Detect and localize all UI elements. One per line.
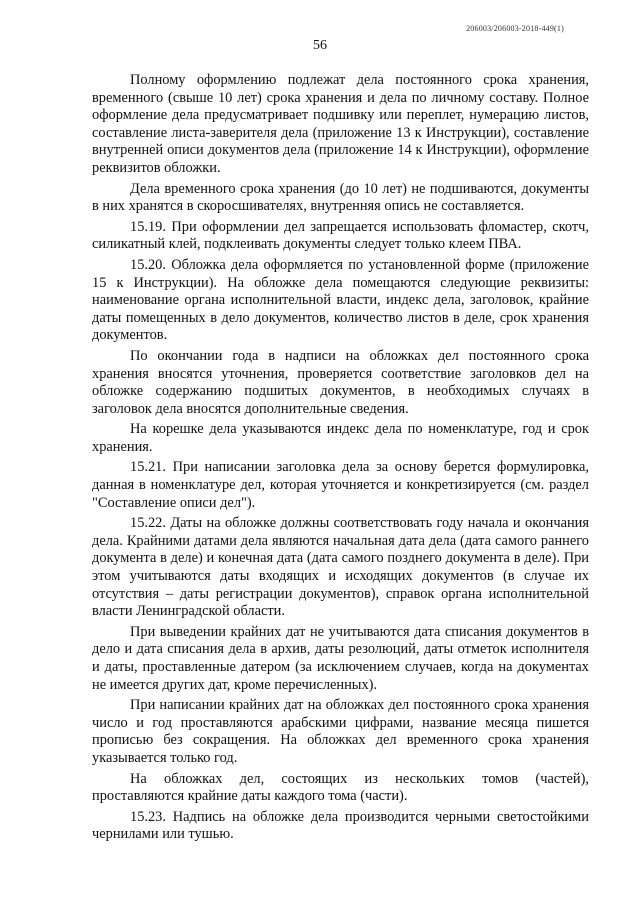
paragraph-multi-volume: На обложках дел, состоящих из нескольких томов (частей), проставляются крайние даты каждого тома (части). xyxy=(92,770,589,805)
page-number: 56 xyxy=(313,38,327,53)
paragraph-spine: На корешке дела указываются индекс дела по номенклатуре, год и срок хранения. xyxy=(92,421,589,455)
document-id: 206003/206003-2018-449(1) xyxy=(466,24,564,33)
paragraph-15-21: 15.21. При написании заголовка дела за основу берется формулировка, данная в номенклатуре дел, которая уточняется и конкретизируется (см. раздел "Составление описи дел"). xyxy=(92,459,589,511)
paragraph-year-end-updates: По окончании года в надписи на обложках дел постоянного срока хранения вносятся уточнения, проверяется соответствие заголовков дел на обложке содержанию подшитых документов, в необходимых случаях в заголовок дела вносятся дополнительные сведения. xyxy=(92,347,589,417)
paragraph-date-format: При написании крайних дат на обложках дел постоянного срока хранения число и год проставляются арабскими цифрами, название месяца пишется прописью без сокращения. На обложках дел временного срока хранения указывается только год. xyxy=(92,697,589,766)
paragraph-15-20: 15.20. Обложка дела оформляется по установленной форме (приложение 15 к Инструкции). На обложке дела помещаются следующие реквизиты: наименование органа исполнительной власти, индекс дела, заголовок, крайние даты помещенных в дело документов, количество листов в деле, срок хранения документов. xyxy=(92,256,589,344)
paragraph-15-22: 15.22. Даты на обложке должны соответствовать году начала и окончания дела. Крайними датами дела являются начальная дата дела (дата самого раннего документа в деле) и конечная дата (дата самого позднего документа в деле). При этом учитываются даты входящих и исходящих документов (в случае их отсутствия – даты регистрации документов), справок органа исполнительной власти Ленинградской области. xyxy=(92,515,589,620)
paragraph-full-processing: Полному оформлению подлежат дела постоянного срока хранения, временного (свыше 10 лет) срока хранения и дела по личному составу. Полное оформление дела предусматривает подшивку или переплет, нумерацию листов, составление листа-заверителя дела (приложение 13 к Инструкции), составление внутренней описи документов дела (приложение 14 к Инструкции), оформление реквизитов обложки. xyxy=(92,72,589,176)
paragraph-15-23: 15.23. Надпись на обложке дела производится черными светостойкими чернилами или тушью. xyxy=(92,808,589,843)
paragraph-15-19: 15.19. При оформлении дел запрещается использовать фломастер, скотч, силикатный клей, подклеивать документы следует только клеем ПВА. xyxy=(92,218,589,253)
paragraph-temporary-storage: Дела временного срока хранения (до 10 лет) не подшиваются, документы в них хранятся в скоросшивателях, внутренняя опись не составляется. xyxy=(92,180,589,215)
paragraph-excluded-dates: При выведении крайних дат не учитываются дата списания документов в дело и дата списания дела в архив, даты резолюций, даты отметок исполнителя и даты, проставленные датером (за исключением случаев, когда на документах не имеется других дат, кроме перечисленных). xyxy=(92,623,589,693)
document-body xyxy=(92,72,589,844)
